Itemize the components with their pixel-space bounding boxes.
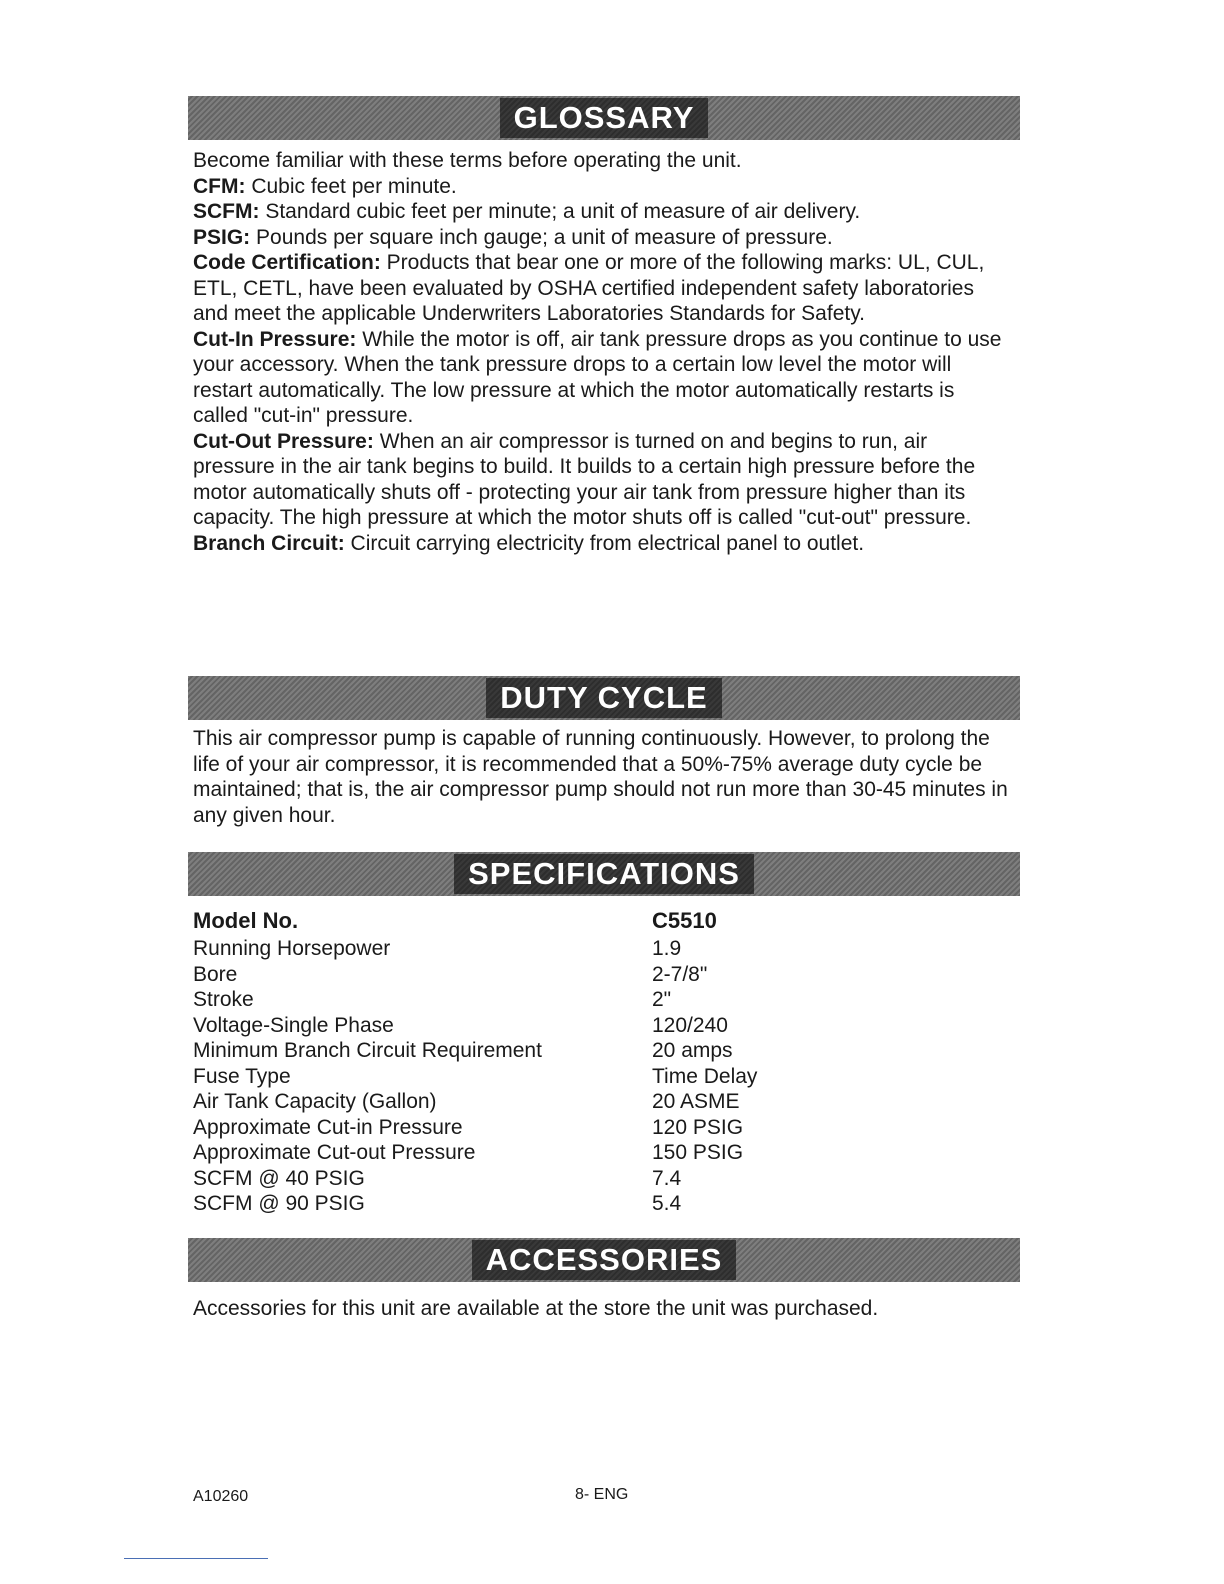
specifications-table	[193, 906, 757, 1217]
spec-value: 120/240	[652, 1013, 728, 1037]
spec-label: Approximate Cut-in Pressure	[193, 1115, 463, 1139]
spec-label: Running Horsepower	[193, 937, 391, 960]
term-name: CFM:	[193, 174, 246, 198]
term-name: SCFM:	[193, 200, 260, 223]
table-row	[193, 1115, 757, 1141]
glossary-term-branch-circuit	[193, 531, 1013, 557]
spec-label: Air Tank Capacity (Gallon)	[193, 1090, 437, 1113]
duty-cycle-banner	[188, 676, 1020, 720]
term-name: Cut-Out Pressure:	[193, 429, 374, 453]
spec-value: 150 PSIG	[652, 1141, 744, 1164]
table-row	[193, 1166, 757, 1192]
spec-value: 5.4	[652, 1192, 682, 1215]
spec-value: 2-7/8"	[652, 962, 708, 986]
spec-value: 120 PSIG	[652, 1115, 744, 1139]
table-row	[193, 1191, 757, 1217]
term-name: Cut-In Pressure:	[193, 327, 357, 351]
spec-value: Time Delay	[652, 1064, 758, 1088]
spec-label: SCFM @ 40 PSIG	[193, 1166, 365, 1190]
table-row	[193, 1140, 757, 1166]
specifications-title: SPECIFICATIONS	[454, 854, 754, 894]
spec-header-label: Model No.	[193, 908, 299, 933]
spec-label: Stroke	[193, 988, 254, 1011]
glossary-intro: Become familiar with these terms before operating the unit.	[193, 149, 742, 172]
glossary-term-scfm	[193, 199, 1013, 225]
accessories-title: ACCESSORIES	[472, 1240, 737, 1280]
term-definition: Pounds per square inch gauge; a unit of measure of pressure.	[250, 225, 833, 249]
term-name: PSIG:	[193, 225, 251, 249]
term-name: Code Certification:	[193, 251, 381, 274]
divider	[124, 1558, 268, 1559]
spec-label: Bore	[193, 962, 238, 986]
table-row	[193, 936, 757, 962]
spec-value: 20 ASME	[652, 1090, 740, 1113]
accessories-section	[193, 1296, 1013, 1322]
term-definition: While the motor is off, air tank pressure drops as you continue to use your accessory. When the tank pressure drops to a certain low level the motor will restart automatically. The low pressure at which the motor automatically restarts is called "cut-in" pressure.	[193, 327, 1002, 427]
duty-cycle-title: DUTY CYCLE	[486, 678, 722, 718]
term-name: Branch Circuit:	[193, 531, 345, 555]
spec-label: Voltage-Single Phase	[193, 1013, 394, 1037]
table-row	[193, 1038, 757, 1064]
glossary-banner	[188, 96, 1020, 140]
glossary-term-code-certification	[193, 250, 1013, 327]
term-definition: When an air compressor is turned on and begins to run, air pressure in the air tank begins to build. It builds to a certain high pressure before the motor automatically shuts off - protecting your air tank from pressure higher than its capacity. The high pressure at which the motor shuts off is called "cut-out" pressure.	[193, 429, 976, 529]
spec-header-value: C5510	[652, 908, 717, 933]
page-number: 8- ENG	[575, 1486, 629, 1503]
glossary-term-psig	[193, 225, 1013, 251]
accessories-banner	[188, 1238, 1020, 1282]
duty-cycle-section	[193, 726, 1013, 828]
spec-header-row	[193, 906, 757, 936]
glossary-term-cut-out-pressure	[193, 429, 1013, 531]
term-definition: Products that bear one or more of the following marks: UL, CUL, ETL, CETL, have been evaluated by OSHA certified independent safety laboratories and meet the applicable Underwriters Laboratories Standards for Safety.	[193, 251, 985, 325]
spec-label: Approximate Cut-out Pressure	[193, 1141, 476, 1164]
specifications-banner	[188, 852, 1020, 896]
term-definition: Standard cubic feet per minute; a unit of measure of air delivery.	[259, 200, 861, 223]
spec-label: SCFM @ 90 PSIG	[193, 1192, 365, 1215]
spec-value: 7.4	[652, 1166, 682, 1190]
term-definition: Cubic feet per minute.	[245, 174, 457, 198]
term-definition: Circuit carrying electricity from electrical panel to outlet.	[344, 531, 865, 555]
spec-value: 2"	[652, 988, 672, 1011]
table-row	[193, 1013, 757, 1039]
glossary-term-cfm	[193, 174, 1013, 200]
glossary-section	[193, 148, 1013, 556]
table-row	[193, 962, 757, 988]
spec-value: 20 amps	[652, 1039, 733, 1062]
table-row	[193, 1089, 757, 1115]
document-code: A10260	[193, 1488, 249, 1505]
table-row	[193, 1064, 757, 1090]
duty-cycle-text: This air compressor pump is capable of running continuously. However, to prolong the life of your air compressor, it is recommended that a 50%-75% average duty cycle be maintained; that is, the air compressor pump should not run more than 30-45 minutes in any given hour.	[193, 727, 1008, 827]
spec-label: Fuse Type	[193, 1064, 291, 1088]
spec-value: 1.9	[652, 937, 682, 960]
glossary-term-cut-in-pressure	[193, 327, 1013, 429]
table-row	[193, 987, 757, 1013]
glossary-title: GLOSSARY	[500, 98, 709, 138]
spec-label: Minimum Branch Circuit Requirement	[193, 1039, 542, 1062]
accessories-text: Accessories for this unit are available at the store the unit was purchased.	[193, 1297, 879, 1320]
